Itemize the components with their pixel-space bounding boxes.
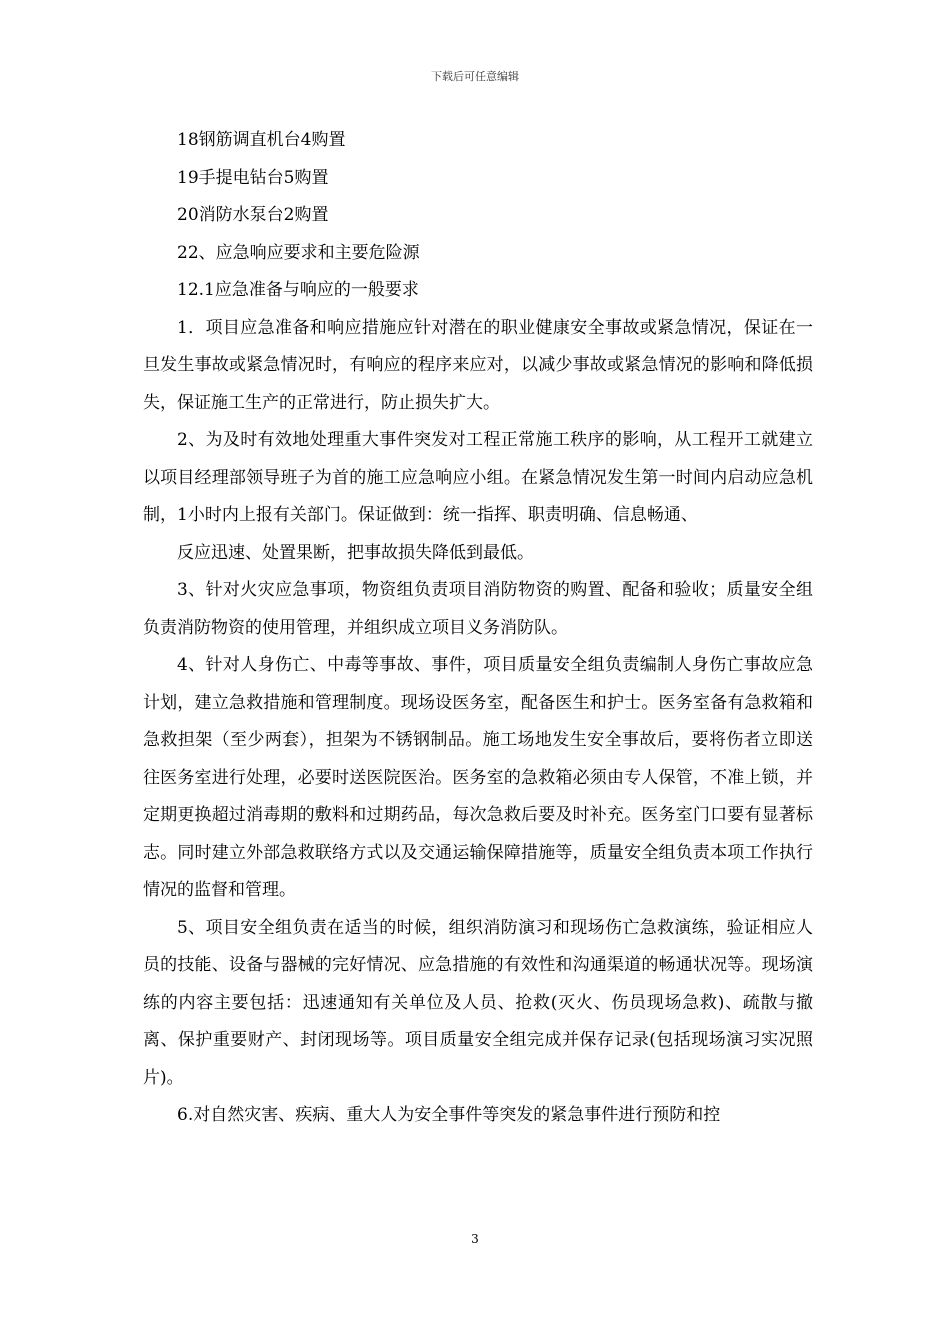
paragraph: 5、项目安全组负责在适当的时候，组织消防演习和现场伤亡急救演练，验证相应人员的技能、设备与器械的完好情况、应急措施的有效性和沟通渠道的畅通状况等。现场演练的内容主要包括：迅速通知有关单位及人员、抢救(灭火、伤员现场急救)、疏散与撤离、保护重要财产、封闭现场等。项目质量安全组完成并保存记录(包括现场演习实况照片)。 <box>143 917 813 1088</box>
paragraph: 1．项目应急准备和响应措施应针对潜在的职业健康安全事故或紧急情况，保证在一旦发生事故或紧急情况时，有响应的程序来应对，以减少事故或紧急情况的影响和降低损失，保证施工生产的正常进行，防止损失扩大。 <box>143 317 813 413</box>
paragraph: 18钢筋调直机台4购置 <box>177 130 346 150</box>
page-number: 3 <box>471 1232 479 1246</box>
page-header-note: 下载后可任意编辑 <box>431 70 519 83</box>
paragraph: 22、应急响应要求和主要危险源 <box>177 242 420 263</box>
paragraph: 12.1应急准备与响应的一般要求 <box>177 280 419 300</box>
paragraph: 6.对自然灾害、疾病、重大人为安全事件等突发的紧急事件进行预防和控 <box>177 1105 721 1125</box>
document-body <box>143 122 813 1135</box>
paragraph: 反应迅速、处置果断，把事故损失降低到最低。 <box>177 542 534 563</box>
paragraph: 2、为及时有效地处理重大事件突发对工程正常施工秩序的影响，从工程开工就建立以项目经理部领导班子为首的施工应急响应小组。在紧急情况发生第一时间内启动应急机制，1小时内上报有关部门。保证做到：统一指挥、职责明确、信息畅通、 <box>143 430 813 525</box>
paragraph: 4、针对人身伤亡、中毒等事故、事件，项目质量安全组负责编制人身伤亡事故应急计划，建立急救措施和管理制度。现场设医务室，配备医生和护士。医务室备有急救箱和急救担架（至少两套），担架为不锈钢制品。施工场地发生安全事故后，要将伤者立即送往医务室进行处理，必要时送医院医治。医务室的急救箱必须由专人保管，不准上锁，并定期更换超过消毒期的敷料和过期药品，每次急救后要及时补充。医务室门口要有显著标志。同时建立外部急救联络方式以及交通运输保障措施等，质量安全组负责本项工作执行情况的监督和管理。 <box>143 655 813 900</box>
paragraph: 3、针对火灾应急事项，物资组负责项目消防物资的购置、配备和验收；质量安全组负责消防物资的使用管理，并组织成立项目义务消防队。 <box>143 580 813 638</box>
paragraph: 20消防水泵台2购置 <box>177 205 329 225</box>
paragraph: 19手提电钻台5购置 <box>177 167 329 188</box>
